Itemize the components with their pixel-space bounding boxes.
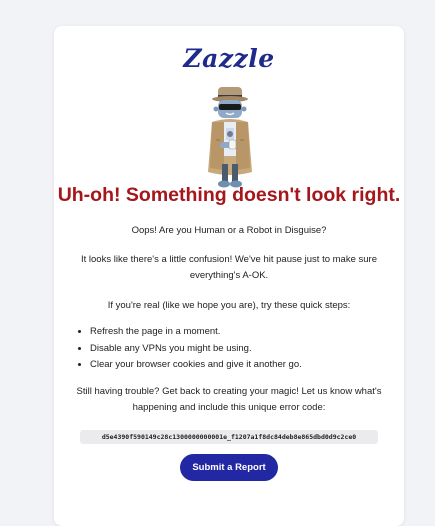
confusion-message	[72, 252, 386, 284]
confusion-line-2: everything's A-OK.	[189, 270, 269, 281]
detective-robot-mascot-icon	[196, 80, 266, 192]
error-card	[54, 26, 404, 526]
zazzle-logo[interactable]: Zazzle	[183, 44, 275, 73]
list-item: • Refresh the page in a moment.	[90, 324, 390, 341]
steps-intro: If you're real (like we hope you are), try these quick steps:	[107, 300, 351, 311]
human-or-robot-question: Oops! Are you Human or a Robot in Disguise?	[131, 225, 327, 236]
error-headline: Uh-oh! Something doesn't look right.	[57, 184, 401, 206]
confusion-line-1: It looks like there's a little confusion! We've hit pause just to make sure	[81, 254, 377, 265]
submit-report-button[interactable]: Submit a Report	[180, 454, 278, 481]
list-item: • Disable any VPNs you might be using.	[90, 341, 390, 358]
trouble-line-2: happening and include this unique error code:	[132, 402, 326, 413]
trouble-message	[72, 384, 386, 416]
trouble-line-1: Still having trouble? Get back to creating your magic! Let us know what's	[76, 386, 382, 397]
steps-list	[78, 324, 390, 374]
list-item: • Clear your browser cookies and give it another go.	[90, 357, 390, 374]
error-code[interactable]: d5e4390f590149c28c1300000000001e_f1207a1f8dc84deb8e865dbd0d9c2ce0	[80, 430, 378, 444]
